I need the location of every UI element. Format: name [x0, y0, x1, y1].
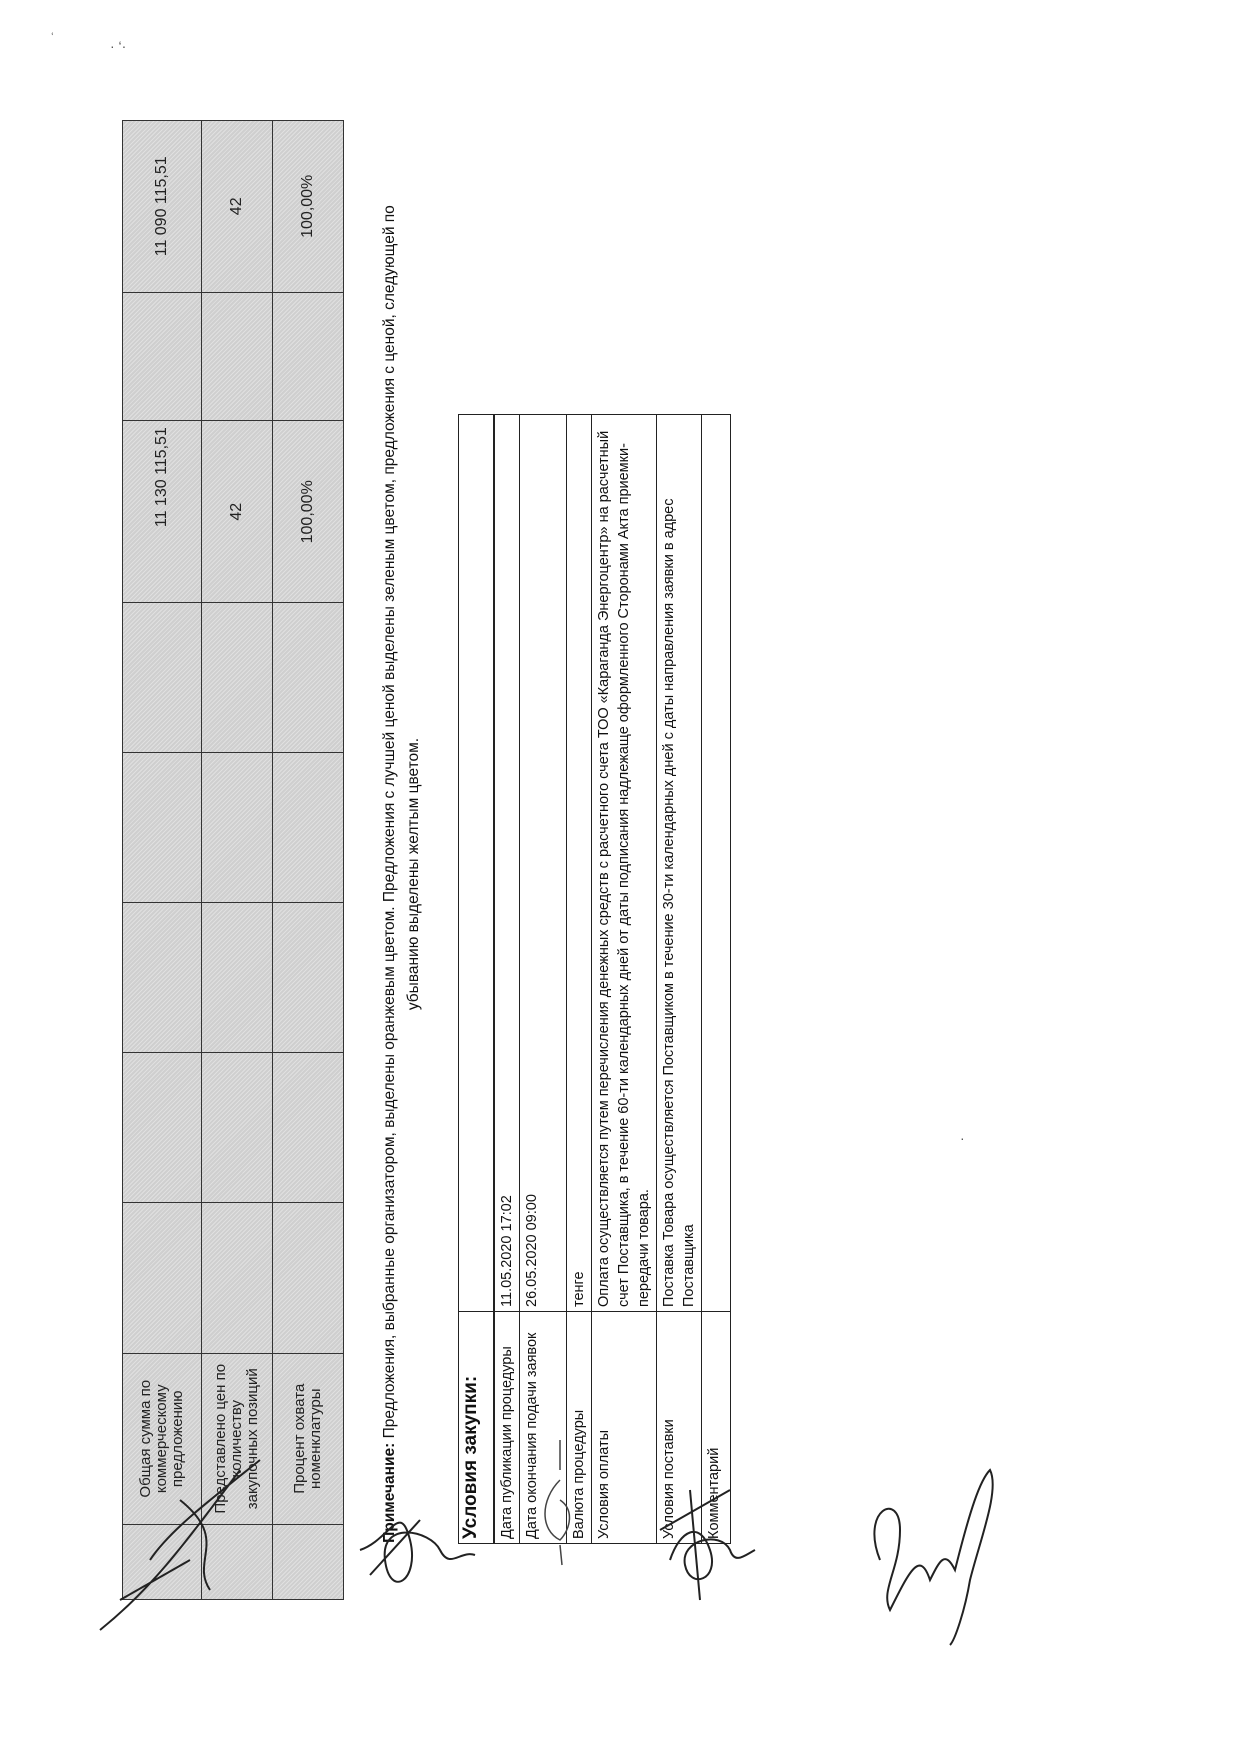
table-row [702, 415, 731, 1544]
signature-1-icon [90, 1440, 270, 1640]
signature-5-icon [860, 1450, 1010, 1650]
condition-label: Условия оплаты [592, 1312, 657, 1544]
value-cell: 42 [202, 421, 273, 603]
row-label: Общая сумма по коммерческому предложению [123, 1353, 202, 1524]
row-label: Процент охвата номенклатуры [273, 1353, 344, 1524]
table-row [592, 415, 657, 1544]
condition-label: Валюта процедуры [567, 1312, 592, 1544]
conditions-header [459, 415, 495, 1544]
signature-3-icon [530, 1430, 590, 1570]
table-row [520, 415, 567, 1544]
value-cell: 42 [202, 121, 273, 293]
table-row [202, 121, 273, 1600]
condition-value [702, 415, 731, 1312]
conditions-table [458, 414, 731, 1544]
table-row [657, 415, 702, 1544]
condition-label: Комментарий [702, 1312, 731, 1544]
note-text: Предложения, выбранные организатором, выделены оранжевым цветом. Предложения с лучшей ценой выделены зеленым цветом, предложения с ценой, следующей по убыванию выделены желтым цветом. [381, 205, 422, 1443]
table-row [273, 121, 344, 1600]
condition-value: Оплата осуществляется путем перечисления денежных средств с расчетного счета ТОО «Караганда Энергоцентр» на расчетный счет Поставщика, в течение 60-ти календарных дней от даты подписания надлежаще оформленного Сторонами Акта приемки-передачи товара. [592, 415, 657, 1312]
condition-label: Дата публикации процедуры [494, 1312, 520, 1544]
table-row [494, 415, 520, 1544]
note-prefix: Примечание: [381, 1442, 398, 1543]
condition-value: тенге [567, 415, 592, 1312]
signature-2-icon [350, 1480, 480, 1620]
conditions-title: Условия закупки: [459, 1312, 495, 1544]
scan-speck: · [960, 1130, 965, 1146]
value-cell: 11 130 115,51 [123, 421, 202, 603]
value-cell: 100,00% [273, 421, 344, 603]
table-row [123, 121, 202, 1600]
note-paragraph [378, 194, 426, 1554]
signature-4-icon [640, 1470, 760, 1630]
scan-speck: · ‘· [110, 38, 127, 54]
condition-value: Поставка Товара осуществляется Поставщиком в течение 30-ти календарных дней с даты направления заявки в адрес Поставщика [657, 415, 702, 1312]
value-cell: 11 090 115,51 [123, 121, 202, 293]
condition-value: 26.05.2020 09:00 [520, 415, 567, 1312]
condition-label: Условия поставки [657, 1312, 702, 1544]
row-label: Представлено цен по количеству закупочных позиций [202, 1353, 273, 1524]
value-cell: 100,00% [273, 121, 344, 293]
scan-speck: ʿ [50, 30, 55, 46]
table-row [567, 415, 592, 1544]
summary-table [122, 120, 344, 1600]
condition-value: 11.05.2020 17:02 [494, 415, 520, 1312]
condition-label: Дата окончания подачи заявок [520, 1312, 567, 1544]
